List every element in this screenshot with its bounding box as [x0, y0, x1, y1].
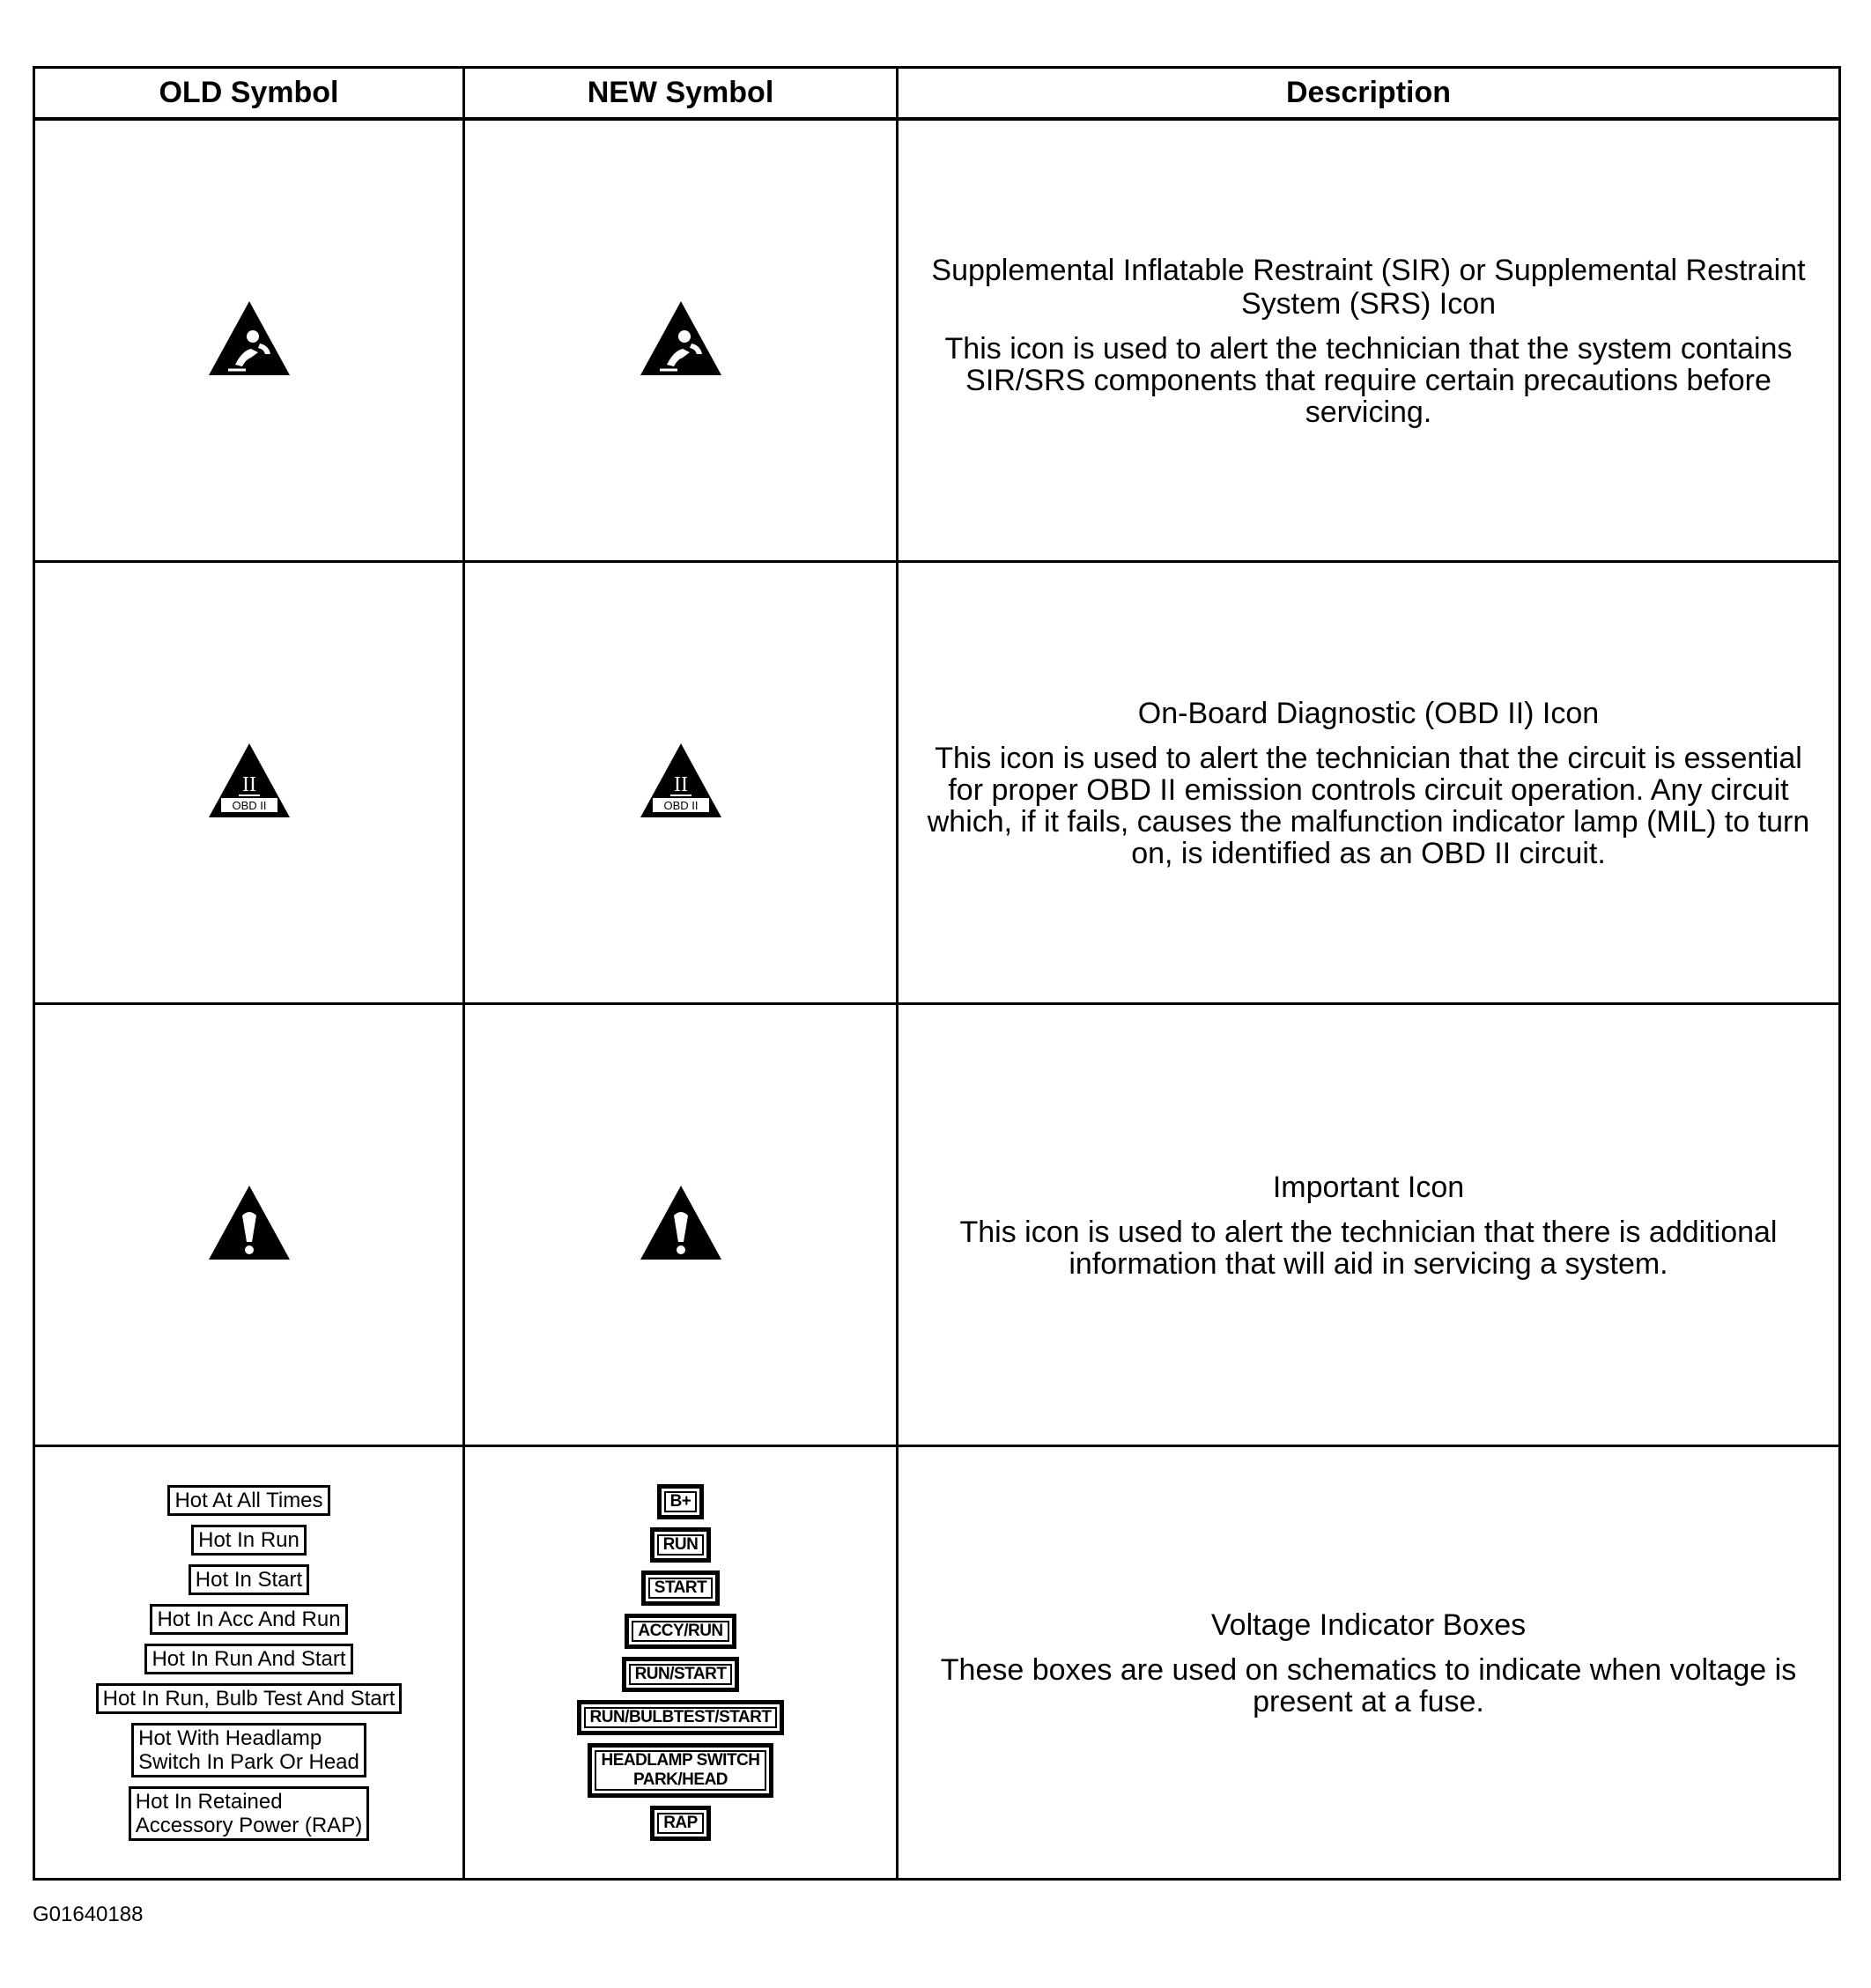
- figure-code: G01640188: [33, 1903, 144, 1926]
- new-voltage-box-label: RUN/BULBTEST/START: [581, 1704, 780, 1731]
- sir-srs-airbag-warning-triangle-icon: [207, 299, 292, 377]
- old-symbol-cell: [34, 119, 464, 562]
- header-old-symbol: OLD Symbol: [34, 68, 464, 120]
- new-symbol-cell: [464, 119, 898, 562]
- description-cell: [898, 1004, 1840, 1446]
- description-title: Supplemental Inflatable Restraint (SIR) or Supplemental Restraint System (SRS) Icon: [931, 253, 1806, 321]
- header-row: [34, 68, 1840, 120]
- description-cell: [898, 119, 1840, 562]
- description-body: This icon is used to alert the technician that the circuit is essential for proper OBD II emission controls circuit operation. Any circuit which, if it fails, causes the malfunction indicator lamp (MIL) to turn on, is identified as an OBD II circuit.: [927, 741, 1810, 870]
- new-voltage-box-label: HEADLAMP SWITCH PARK/HEAD: [592, 1748, 768, 1793]
- description-cell: [898, 1446, 1840, 1880]
- old-voltage-box: Hot In Start: [189, 1564, 309, 1595]
- table-row-sir: [34, 119, 1840, 562]
- important-exclamation-triangle-icon: [207, 1184, 292, 1261]
- new-symbol-cell: [464, 1446, 898, 1880]
- old-voltage-box: Hot At All Times: [167, 1485, 329, 1516]
- old-voltage-box: Hot In Retained Accessory Power (RAP): [129, 1786, 369, 1841]
- header-description: Description: [898, 68, 1840, 120]
- old-voltage-box: Hot With Headlamp Switch In Park Or Head: [131, 1723, 366, 1777]
- description-cell: [898, 562, 1840, 1004]
- new-voltage-box-list: [465, 1484, 896, 1841]
- old-symbol-cell: [34, 1004, 464, 1446]
- old-symbol-cell: [34, 562, 464, 1004]
- old-voltage-box: Hot In Run: [191, 1525, 307, 1556]
- table-row-obd: [34, 562, 1840, 1004]
- new-voltage-box-label: START: [646, 1575, 715, 1601]
- description-title: Important Icon: [1272, 1170, 1465, 1204]
- new-voltage-box: [650, 1527, 712, 1563]
- new-voltage-box: [650, 1806, 711, 1841]
- old-symbol-cell: [34, 1446, 464, 1880]
- new-symbol-cell: [464, 562, 898, 1004]
- description-body: This icon is used to alert the technician that there is additional information that will aid in servicing a system.: [959, 1215, 1778, 1281]
- table-row-voltage: [34, 1446, 1840, 1880]
- sir-srs-airbag-warning-triangle-icon: [639, 299, 723, 377]
- new-voltage-box-label: B+: [662, 1489, 700, 1515]
- new-voltage-box: [622, 1657, 740, 1692]
- table-row-important: [34, 1004, 1840, 1446]
- obd-icon-numeral: II: [241, 773, 256, 796]
- new-voltage-box-label: RUN: [654, 1532, 707, 1558]
- new-voltage-box: [588, 1743, 773, 1798]
- old-voltage-box-list: [35, 1485, 462, 1841]
- description-title: Voltage Indicator Boxes: [1210, 1607, 1527, 1642]
- obd-icon-numeral: II: [673, 773, 688, 796]
- new-symbol-cell: [464, 1004, 898, 1446]
- description-title: On-Board Diagnostic (OBD II) Icon: [1137, 696, 1600, 730]
- description-body: These boxes are used on schematics to indicate when voltage is present at a fuse.: [940, 1652, 1797, 1718]
- new-voltage-box: [657, 1484, 705, 1519]
- old-voltage-box: Hot In Acc And Run: [150, 1604, 347, 1635]
- obd-ii-warning-triangle-icon: [207, 742, 292, 819]
- obd-ii-warning-triangle-icon: [639, 742, 723, 819]
- new-voltage-box-label: RUN/START: [626, 1661, 736, 1688]
- old-voltage-box: Hot In Run And Start: [144, 1644, 352, 1674]
- obd-icon-label: OBD II: [231, 799, 267, 812]
- new-voltage-box-label: ACCY/RUN: [629, 1618, 731, 1644]
- new-voltage-box-label: RAP: [654, 1810, 706, 1836]
- header-new-symbol: NEW Symbol: [464, 68, 898, 120]
- important-exclamation-triangle-icon: [639, 1184, 723, 1261]
- obd-icon-label: OBD II: [662, 799, 699, 812]
- new-voltage-box: [577, 1700, 785, 1735]
- new-voltage-box: [625, 1614, 736, 1649]
- description-body: This icon is used to alert the technician that the system contains SIR/SRS components that require certain precautions before servicing.: [944, 331, 1793, 429]
- new-voltage-box: [641, 1570, 720, 1606]
- old-voltage-box: Hot In Run, Bulb Test And Start: [96, 1683, 403, 1714]
- symbol-table: [33, 66, 1841, 1881]
